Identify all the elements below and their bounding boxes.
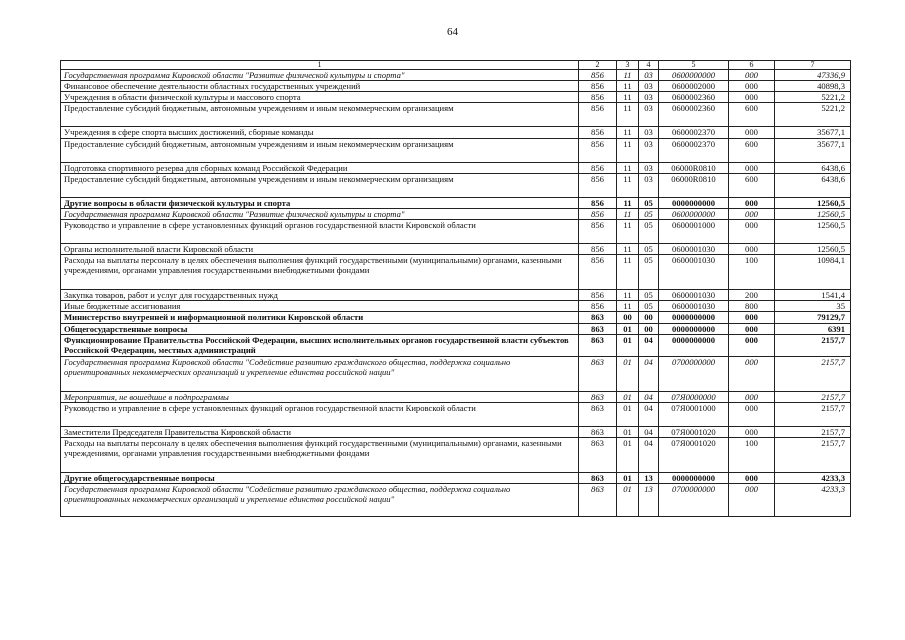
ministry-code-cell: 856 — [579, 81, 617, 92]
target-article-cell: 07Я0001020 — [659, 437, 729, 472]
section-code-cell: 01 — [617, 437, 639, 472]
expense-type-cell: 100 — [729, 437, 775, 472]
expense-type-cell: 000 — [729, 391, 775, 402]
ministry-code-cell: 856 — [579, 138, 617, 162]
ministry-code-cell: 856 — [579, 243, 617, 254]
page-number: 64 — [447, 26, 458, 38]
expense-type-cell: 000 — [729, 197, 775, 208]
item-name-cell: Заместители Председателя Правительства Кировской области — [61, 426, 579, 437]
subsection-code-cell: 05 — [639, 301, 659, 312]
section-code-cell: 11 — [617, 290, 639, 301]
subsection-code-cell: 04 — [639, 402, 659, 426]
item-name-cell: Государственная программа Кировской области "Развитие физической культуры и спорта" — [61, 208, 579, 219]
section-code-cell: 01 — [617, 334, 639, 356]
amount-cell: 2157,7 — [775, 402, 851, 426]
amount-cell: 79129,7 — [775, 312, 851, 323]
target-article-cell: 06000R0810 — [659, 173, 729, 197]
ministry-code-cell: 856 — [579, 290, 617, 301]
table-row — [61, 138, 851, 162]
table-row — [61, 208, 851, 219]
expense-type-cell: 000 — [729, 402, 775, 426]
item-name-cell: Закупка товаров, работ и услуг для государственных нужд — [61, 290, 579, 301]
ministry-code-cell: 863 — [579, 402, 617, 426]
expense-type-cell: 000 — [729, 472, 775, 483]
subsection-code-cell: 04 — [639, 334, 659, 356]
table-row — [61, 290, 851, 301]
amount-cell: 2157,7 — [775, 356, 851, 391]
subsection-code-cell: 00 — [639, 312, 659, 323]
expense-type-cell: 000 — [729, 127, 775, 138]
amount-cell: 4233,3 — [775, 484, 851, 517]
item-name-cell: Государственная программа Кировской области "Содействие развитию гражданского общества, поддержка социально ориентированных некоммерческих организаций и укрепление единства российской нации" — [61, 356, 579, 391]
amount-cell: 6438,6 — [775, 162, 851, 173]
table-row — [61, 219, 851, 243]
table-row — [61, 127, 851, 138]
ministry-code-cell: 863 — [579, 334, 617, 356]
item-name-cell: Учреждения в области физической культуры и массового спорта — [61, 92, 579, 103]
header-cell: 2 — [579, 61, 617, 70]
table-row — [61, 162, 851, 173]
ministry-code-cell: 856 — [579, 255, 617, 290]
ministry-code-cell: 856 — [579, 208, 617, 219]
expense-type-cell: 000 — [729, 70, 775, 81]
expense-type-cell: 600 — [729, 103, 775, 127]
amount-cell: 1541,4 — [775, 290, 851, 301]
section-code-cell: 11 — [617, 81, 639, 92]
subsection-code-cell: 13 — [639, 484, 659, 517]
table-row — [61, 323, 851, 334]
section-code-cell: 01 — [617, 402, 639, 426]
subsection-code-cell: 05 — [639, 219, 659, 243]
target-article-cell: 0600001030 — [659, 243, 729, 254]
ministry-code-cell: 856 — [579, 301, 617, 312]
table-row — [61, 173, 851, 197]
ministry-code-cell: 856 — [579, 219, 617, 243]
target-article-cell: 0600001000 — [659, 219, 729, 243]
section-code-cell: 01 — [617, 472, 639, 483]
ministry-code-cell: 863 — [579, 437, 617, 472]
subsection-code-cell: 03 — [639, 92, 659, 103]
table-row — [61, 356, 851, 391]
ministry-code-cell: 863 — [579, 484, 617, 517]
budget-table — [60, 60, 851, 517]
expense-type-cell: 000 — [729, 162, 775, 173]
target-article-cell: 0000000000 — [659, 472, 729, 483]
amount-cell: 35 — [775, 301, 851, 312]
section-code-cell: 11 — [617, 301, 639, 312]
expense-type-cell: 000 — [729, 426, 775, 437]
amount-cell: 10984,1 — [775, 255, 851, 290]
table-row — [61, 402, 851, 426]
amount-cell: 4233,3 — [775, 472, 851, 483]
target-article-cell: 0600002360 — [659, 103, 729, 127]
ministry-code-cell: 863 — [579, 323, 617, 334]
subsection-code-cell: 05 — [639, 208, 659, 219]
amount-cell: 2157,7 — [775, 334, 851, 356]
amount-cell: 12560,5 — [775, 197, 851, 208]
amount-cell: 5221,2 — [775, 103, 851, 127]
item-name-cell: Подготовка спортивного резерва для сборных команд Российской Федерации — [61, 162, 579, 173]
amount-cell: 35677,1 — [775, 127, 851, 138]
section-code-cell: 11 — [617, 127, 639, 138]
target-article-cell: 07Я0001020 — [659, 426, 729, 437]
table-row — [61, 334, 851, 356]
ministry-code-cell: 856 — [579, 92, 617, 103]
item-name-cell: Финансовое обеспечение деятельности областных государственных учреждений — [61, 81, 579, 92]
item-name-cell: Функционирование Правительства Российской Федерации, высших исполнительных органов государственной власти субъектов Российской Федерации, местных администраций — [61, 334, 579, 356]
expense-type-cell: 000 — [729, 81, 775, 92]
ministry-code-cell: 856 — [579, 103, 617, 127]
amount-cell: 6391 — [775, 323, 851, 334]
subsection-code-cell: 05 — [639, 243, 659, 254]
expense-type-cell: 000 — [729, 208, 775, 219]
section-code-cell: 11 — [617, 138, 639, 162]
target-article-cell: 0600002370 — [659, 138, 729, 162]
section-code-cell: 11 — [617, 162, 639, 173]
header-cell: 3 — [617, 61, 639, 70]
table-row — [61, 472, 851, 483]
target-article-cell: 0600002000 — [659, 81, 729, 92]
section-code-cell: 11 — [617, 219, 639, 243]
target-article-cell: 0600000000 — [659, 208, 729, 219]
section-code-cell: 01 — [617, 484, 639, 517]
subsection-code-cell: 03 — [639, 127, 659, 138]
amount-cell: 2157,7 — [775, 426, 851, 437]
amount-cell: 12560,5 — [775, 219, 851, 243]
section-code-cell: 01 — [617, 356, 639, 391]
ministry-code-cell: 856 — [579, 127, 617, 138]
expense-type-cell: 000 — [729, 323, 775, 334]
header-cell: 1 — [61, 61, 579, 70]
amount-cell: 5221,2 — [775, 92, 851, 103]
item-name-cell: Государственная программа Кировской области "Содействие развитию гражданского общества, поддержка социально ориентированных некоммерческих организаций и укрепление единства российской нации" — [61, 484, 579, 517]
expense-type-cell: 600 — [729, 138, 775, 162]
item-name-cell: Государственная программа Кировской области "Развитие физической культуры и спорта" — [61, 70, 579, 81]
expense-type-cell: 600 — [729, 173, 775, 197]
item-name-cell: Предоставление субсидий бюджетным, автономным учреждениям и иным некоммерческим организациям — [61, 103, 579, 127]
header-cell: 4 — [639, 61, 659, 70]
target-article-cell: 0700000000 — [659, 356, 729, 391]
item-name-cell: Общегосударственные вопросы — [61, 323, 579, 334]
section-code-cell: 11 — [617, 243, 639, 254]
target-article-cell: 06000R0810 — [659, 162, 729, 173]
table-row — [61, 70, 851, 81]
section-code-cell: 01 — [617, 426, 639, 437]
table-row — [61, 301, 851, 312]
target-article-cell: 0600001030 — [659, 290, 729, 301]
expense-type-cell: 000 — [729, 219, 775, 243]
subsection-code-cell: 04 — [639, 391, 659, 402]
target-article-cell: 0700000000 — [659, 484, 729, 517]
expense-type-cell: 200 — [729, 290, 775, 301]
item-name-cell: Другие общегосударственные вопросы — [61, 472, 579, 483]
item-name-cell: Руководство и управление в сфере установленных функций органов государственной власти Кировской области — [61, 402, 579, 426]
expense-type-cell: 000 — [729, 334, 775, 356]
section-code-cell: 11 — [617, 92, 639, 103]
section-code-cell: 11 — [617, 197, 639, 208]
target-article-cell: 0600002370 — [659, 127, 729, 138]
subsection-code-cell: 04 — [639, 437, 659, 472]
item-name-cell: Иные бюджетные ассигнования — [61, 301, 579, 312]
target-article-cell: 07Я0000000 — [659, 391, 729, 402]
item-name-cell: Расходы на выплаты персоналу в целях обеспечения выполнения функций государственными (муниципальными) органами, казенными учреждениями, органами управления государственными внебюджетными фондами — [61, 437, 579, 472]
amount-cell: 12560,5 — [775, 243, 851, 254]
item-name-cell: Предоставление субсидий бюджетным, автономным учреждениям и иным некоммерческим организациям — [61, 138, 579, 162]
table-header-row — [61, 61, 851, 70]
amount-cell: 35677,1 — [775, 138, 851, 162]
section-code-cell: 11 — [617, 70, 639, 81]
ministry-code-cell: 856 — [579, 70, 617, 81]
target-article-cell: 0000000000 — [659, 197, 729, 208]
target-article-cell: 0000000000 — [659, 334, 729, 356]
ministry-code-cell: 863 — [579, 312, 617, 323]
expense-type-cell: 000 — [729, 92, 775, 103]
target-article-cell: 0600002360 — [659, 92, 729, 103]
section-code-cell: 11 — [617, 173, 639, 197]
target-article-cell: 0600001030 — [659, 301, 729, 312]
item-name-cell: Расходы на выплаты персоналу в целях обеспечения выполнения функций государственными (муниципальными) органами, казенными учреждениями, органами управления государственными внебюджетными фондами — [61, 255, 579, 290]
item-name-cell: Органы исполнительной власти Кировской области — [61, 243, 579, 254]
ministry-code-cell: 856 — [579, 162, 617, 173]
expense-type-cell: 800 — [729, 301, 775, 312]
header-cell: 5 — [659, 61, 729, 70]
expense-type-cell: 000 — [729, 312, 775, 323]
header-cell: 7 — [775, 61, 851, 70]
expense-type-cell: 100 — [729, 255, 775, 290]
ministry-code-cell: 863 — [579, 391, 617, 402]
subsection-code-cell: 03 — [639, 138, 659, 162]
target-article-cell: 0600001030 — [659, 255, 729, 290]
section-code-cell: 11 — [617, 255, 639, 290]
subsection-code-cell: 03 — [639, 173, 659, 197]
subsection-code-cell: 05 — [639, 290, 659, 301]
table-row — [61, 92, 851, 103]
ministry-code-cell: 856 — [579, 197, 617, 208]
section-code-cell: 01 — [617, 391, 639, 402]
section-code-cell: 00 — [617, 312, 639, 323]
table-row — [61, 243, 851, 254]
table-row — [61, 81, 851, 92]
section-code-cell: 11 — [617, 103, 639, 127]
subsection-code-cell: 04 — [639, 356, 659, 391]
subsection-code-cell: 03 — [639, 81, 659, 92]
subsection-code-cell: 04 — [639, 426, 659, 437]
ministry-code-cell: 863 — [579, 472, 617, 483]
table-row — [61, 391, 851, 402]
amount-cell: 40898,3 — [775, 81, 851, 92]
amount-cell: 47336,9 — [775, 70, 851, 81]
table-row — [61, 197, 851, 208]
subsection-code-cell: 05 — [639, 197, 659, 208]
target-article-cell: 0000000000 — [659, 323, 729, 334]
subsection-code-cell: 03 — [639, 103, 659, 127]
amount-cell: 6438,6 — [775, 173, 851, 197]
subsection-code-cell: 00 — [639, 323, 659, 334]
expense-type-cell: 000 — [729, 356, 775, 391]
expense-type-cell: 000 — [729, 484, 775, 517]
target-article-cell: 07Я0001000 — [659, 402, 729, 426]
amount-cell: 12560,5 — [775, 208, 851, 219]
item-name-cell: Руководство и управление в сфере установленных функций органов государственной власти Кировской области — [61, 219, 579, 243]
subsection-code-cell: 03 — [639, 70, 659, 81]
ministry-code-cell: 856 — [579, 173, 617, 197]
item-name-cell: Предоставление субсидий бюджетным, автономным учреждениям и иным некоммерческим организациям — [61, 173, 579, 197]
table-row — [61, 312, 851, 323]
header-cell: 6 — [729, 61, 775, 70]
subsection-code-cell: 03 — [639, 162, 659, 173]
ministry-code-cell: 863 — [579, 426, 617, 437]
table-row — [61, 437, 851, 472]
amount-cell: 2157,7 — [775, 437, 851, 472]
subsection-code-cell: 05 — [639, 255, 659, 290]
item-name-cell: Мероприятия, не вошедшие в подпрограммы — [61, 391, 579, 402]
item-name-cell: Учреждения в сфере спорта высших достижений, сборные команды — [61, 127, 579, 138]
expense-type-cell: 000 — [729, 243, 775, 254]
item-name-cell: Министерство внутренней и информационной политики Кировской области — [61, 312, 579, 323]
section-code-cell: 01 — [617, 323, 639, 334]
amount-cell: 2157,7 — [775, 391, 851, 402]
ministry-code-cell: 863 — [579, 356, 617, 391]
item-name-cell: Другие вопросы в области физической культуры и спорта — [61, 197, 579, 208]
target-article-cell: 0000000000 — [659, 312, 729, 323]
table-row — [61, 103, 851, 127]
table-row — [61, 426, 851, 437]
target-article-cell: 0600000000 — [659, 70, 729, 81]
table-row — [61, 484, 851, 517]
section-code-cell: 11 — [617, 208, 639, 219]
table-row — [61, 255, 851, 290]
subsection-code-cell: 13 — [639, 472, 659, 483]
